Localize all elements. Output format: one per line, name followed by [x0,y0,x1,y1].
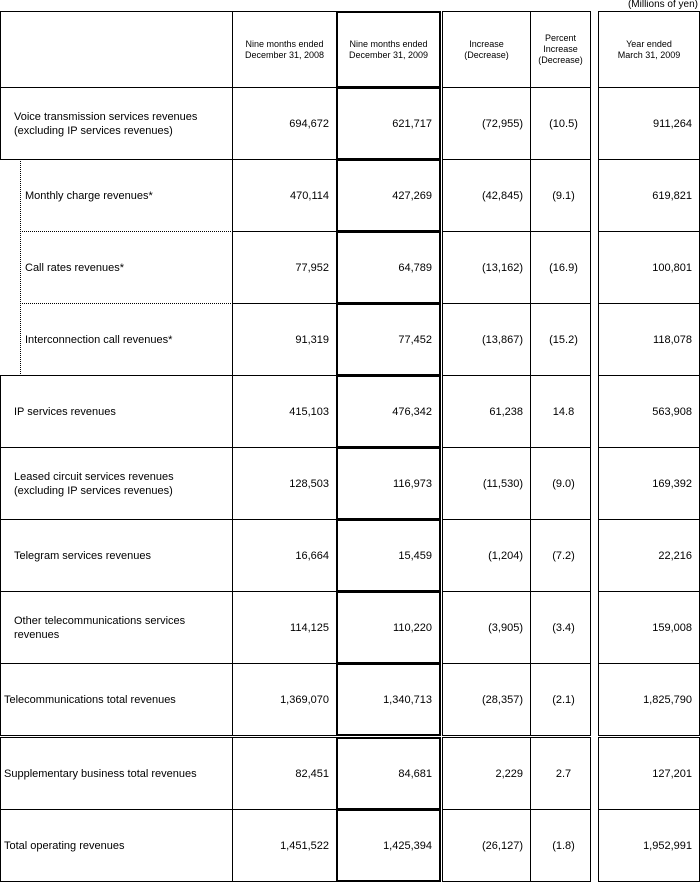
cell-mar2009: 1,952,991 [598,809,700,882]
row-label: Other telecommunications services revenues [0,591,233,664]
row-label: Monthly charge revenues* [20,159,233,232]
units-note: (Millions of yen) [627,0,698,10]
cell-percent: (15.2) [530,303,591,376]
cell-dec2008: 91,319 [232,303,337,376]
cell-mar2009: 563,908 [598,375,700,448]
row-label: Telecommunications total revenues [0,663,233,736]
cell-dec2008: 1,451,522 [232,809,337,882]
cell-increase: (3,905) [442,591,531,664]
cell-dec2009: 1,340,713 [336,663,441,736]
cell-dec2008: 694,672 [232,87,337,160]
cell-dec2009: 15,459 [336,519,441,592]
cell-increase: (28,357) [442,663,531,736]
cell-dec2009: 77,452 [336,303,441,376]
cell-dec2008: 1,369,070 [232,663,337,736]
row-label: Voice transmission services revenues (excluding IP services revenues) [0,87,233,160]
cell-increase: (26,127) [442,809,531,882]
cell-percent: 2.7 [530,737,591,810]
cell-mar2009: 169,392 [598,447,700,520]
column-header-3: Increase (Decrease) [442,11,531,88]
cell-increase: (13,867) [442,303,531,376]
cell-dec2009: 64,789 [336,231,441,304]
cell-mar2009: 127,201 [598,737,700,810]
cell-percent: (9.1) [530,159,591,232]
cell-dec2009: 110,220 [336,591,441,664]
cell-percent: (3.4) [530,591,591,664]
cell-increase: (13,162) [442,231,531,304]
cell-dec2009: 84,681 [336,737,441,810]
cell-percent: (10.5) [530,87,591,160]
cell-mar2009: 1,825,790 [598,663,700,736]
column-header-1: Nine months ended December 31, 2008 [232,11,337,88]
cell-dec2008: 82,451 [232,737,337,810]
row-label: IP services revenues [0,375,233,448]
cell-mar2009: 22,216 [598,519,700,592]
cell-percent: (7.2) [530,519,591,592]
row-label: Leased circuit services revenues (excluding IP services revenues) [0,447,233,520]
column-header-5: Year ended March 31, 2009 [598,11,700,88]
column-header-2: Nine months ended December 31, 2009 [336,11,441,88]
column-header-4: Percent Increase (Decrease) [530,11,591,88]
cell-dec2009: 116,973 [336,447,441,520]
cell-increase: (42,845) [442,159,531,232]
cell-mar2009: 619,821 [598,159,700,232]
cell-mar2009: 100,801 [598,231,700,304]
cell-mar2009: 159,008 [598,591,700,664]
cell-dec2009: 476,342 [336,375,441,448]
cell-percent: (9.0) [530,447,591,520]
row-label: Supplementary business total revenues [0,737,233,810]
cell-dec2009: 621,717 [336,87,441,160]
row-label: Total operating revenues [0,809,233,882]
cell-dec2008: 415,103 [232,375,337,448]
row-label: Call rates revenues* [20,231,233,304]
cell-increase: 2,229 [442,737,531,810]
cell-dec2008: 128,503 [232,447,337,520]
cell-increase: (72,955) [442,87,531,160]
row-label: Telegram services revenues [0,519,233,592]
cell-mar2009: 118,078 [598,303,700,376]
cell-percent: (1.8) [530,809,591,882]
row-label: Interconnection call revenues* [20,303,233,376]
cell-dec2008: 470,114 [232,159,337,232]
cell-increase: 61,238 [442,375,531,448]
cell-percent: (2.1) [530,663,591,736]
cell-dec2008: 16,664 [232,519,337,592]
cell-increase: (1,204) [442,519,531,592]
cell-dec2008: 77,952 [232,231,337,304]
cell-percent: 14.8 [530,375,591,448]
cell-percent: (16.9) [530,231,591,304]
column-gap [591,11,597,881]
header-label-cell [0,11,233,88]
cell-dec2009: 1,425,394 [336,809,441,882]
cell-dec2009: 427,269 [336,159,441,232]
cell-mar2009: 911,264 [598,87,700,160]
cell-dec2008: 114,125 [232,591,337,664]
cell-increase: (11,530) [442,447,531,520]
